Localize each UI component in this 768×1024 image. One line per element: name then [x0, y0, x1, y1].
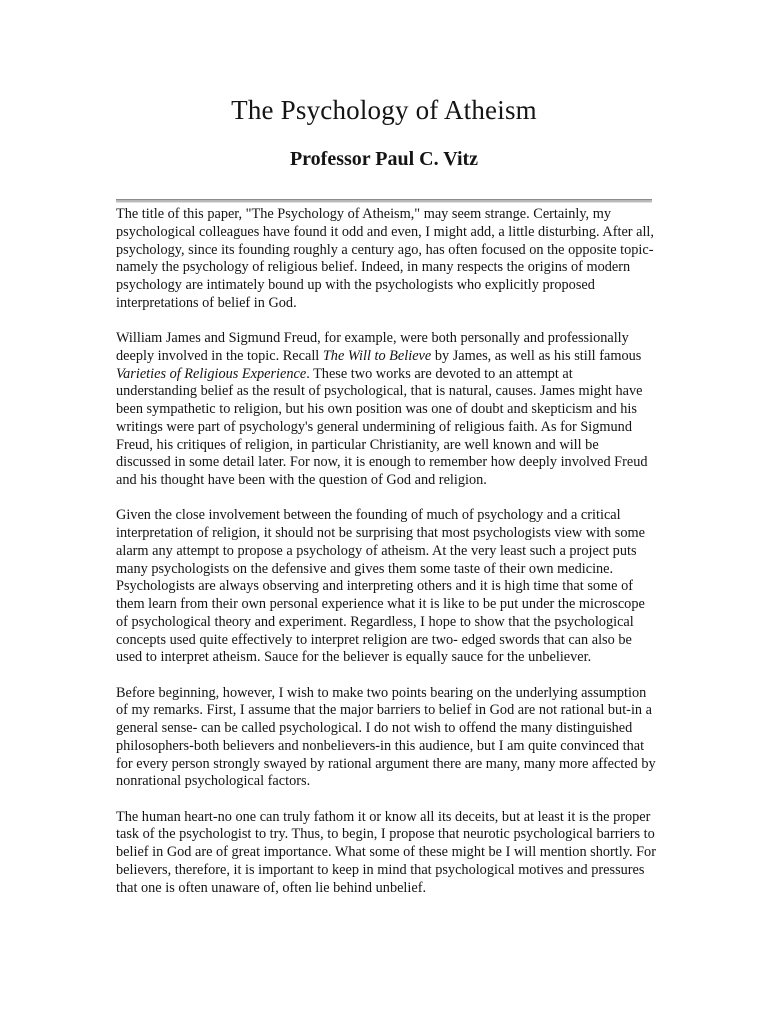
- paragraph-4: Before beginning, however, I wish to make two points bearing on the underlying assumption of my remarks. First, I assume that the major barriers to belief in God are not rational but-in a general sense- can be called psychological. I do not wish to offend the many distinguished philosophers-both believers and nonbelievers-in this audience, but I am quite convinced that for every person strongly swayed by rational argument there are many, many more affected by nonrational psychological factors.: [116, 684, 656, 790]
- book-title-varieties-of-religious-experience: Varieties of Religious Experience: [116, 365, 307, 382]
- paragraph-5: The human heart-no one can truly fathom it or know all its deceits, but at least it is the proper task of the psychologist to try. Thus, to begin, I propose that neurotic psychological barriers to belief in God are of great importance. What some of these might be I will mention shortly. For believers, therefore, it is important to keep in mind that psychological motives and pressures that one is often unaware of, often lie behind unbelief.: [116, 808, 656, 896]
- paragraph-1: The title of this paper, "The Psychology of Atheism," may seem strange. Certainly, my psychological colleagues have found it odd and even, I might add, a little disturbing. After all, psychology, since its founding roughly a century ago, has often focused on the opposite topic-namely the psychology of religious belief. Indeed, in many respects the origins of modern psychology are intimately bound up with the psychologists who explicitly proposed interpretations of belief in God.: [116, 206, 654, 311]
- document-title: The Psychology of Atheism: [231, 95, 537, 125]
- document-author: Professor Paul C. Vitz: [289, 148, 479, 170]
- document-body: [116, 206, 656, 915]
- horizontal-rule: [116, 199, 652, 203]
- paragraph-2: [116, 330, 656, 490]
- paragraph-2-text-a: William James and Sigmund Freud, for example, were both personally and professionally deeply involved in the topic. Recall: [116, 330, 629, 364]
- paragraph-2-text-c: . These two works are devoted to an attempt at understanding belief as the result of psychological, that is natural, causes. James might have been sympathetic to religion, but his own position was one of doubt and skepticism and his writings were part of psychology's general undermining of religious faith. As for Sigmund Freud, his critiques of religion, in particular Christianity, are well known and will be discussed in some detail later. For now, it is enough to remember how deeply involved Freud and his thought have been with the question of God and religion.: [116, 365, 648, 488]
- paragraph-2-text-b: by James, as well as his still famous: [431, 347, 642, 364]
- book-title-will-to-believe: The Will to Believe: [322, 347, 432, 364]
- paragraph-3: Given the close involvement between the founding of much of psychology and a critical interpretation of religion, it should not be surprising that most psychologists view with some alarm any attempt to propose a psychology of atheism. At the very least such a project puts many psychologists on the defensive and gives them some taste of their own medicine. Psychologists are always observing and interpreting others and it is high time that some of them learn from their own personal experience what it is like to be put under the microscope of psychological theory and experiment. Regardless, I hope to show that the psychological concepts used quite effectively to interpret religion are two- edged swords that can also be used to interpret atheism. Sauce for the believer is equally sauce for the unbeliever.: [116, 507, 645, 666]
